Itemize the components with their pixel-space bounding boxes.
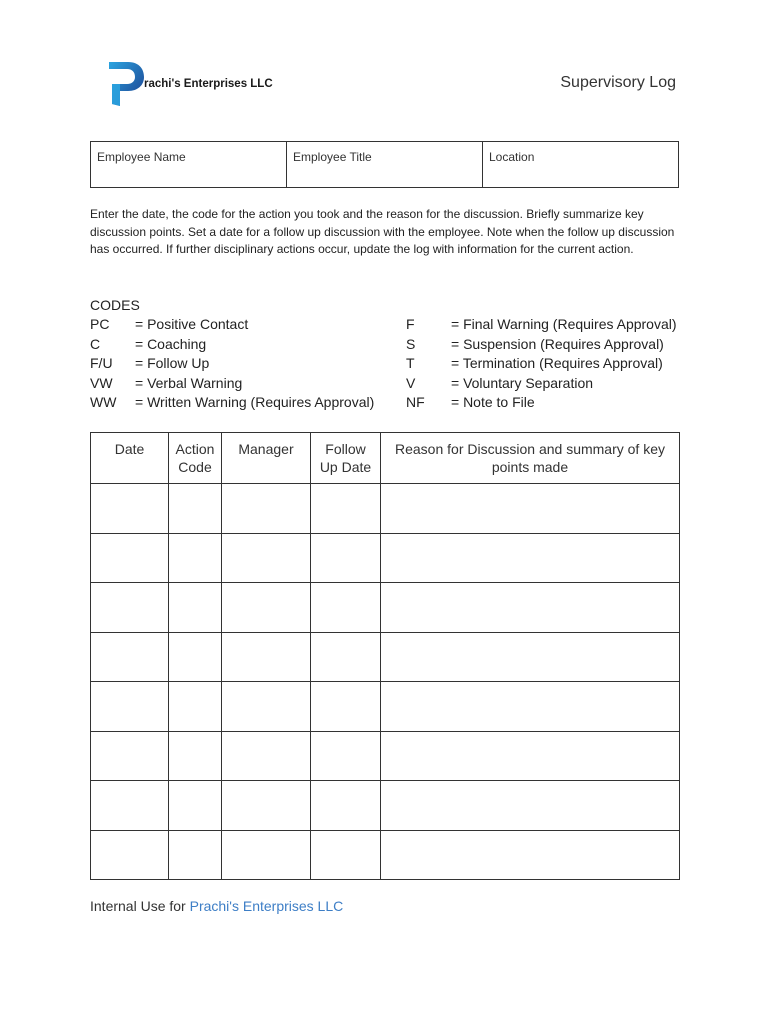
code-row <box>406 393 677 413</box>
code-row <box>90 374 374 394</box>
codes-list-right <box>406 315 677 413</box>
code-key: F <box>406 316 415 332</box>
action-code-cell[interactable] <box>169 533 222 583</box>
code-key: WW <box>90 394 117 411</box>
manager-cell[interactable] <box>222 682 311 732</box>
code-row <box>90 315 374 335</box>
code-desc: = Follow Up <box>135 355 210 372</box>
code-desc: = Final Warning (Requires Approval) <box>451 316 677 332</box>
column-header-date: Date <box>91 433 169 484</box>
action-code-cell[interactable] <box>169 682 222 732</box>
code-row <box>90 354 374 374</box>
reason-cell[interactable] <box>381 781 680 831</box>
code-desc: = Voluntary Separation <box>451 374 594 391</box>
code-key: T <box>406 355 415 372</box>
company-logo <box>106 60 273 108</box>
date-cell[interactable] <box>91 830 169 880</box>
code-key: F/U <box>90 355 113 372</box>
follow-up-date-cell[interactable] <box>311 632 381 682</box>
manager-cell[interactable] <box>222 583 311 633</box>
employee-info-table <box>90 141 679 188</box>
date-cell[interactable] <box>91 533 169 583</box>
code-key: S <box>406 335 416 352</box>
code-desc: = Termination (Requires Approval) <box>451 355 663 372</box>
table-row <box>91 830 680 880</box>
column-header-manager: Manager <box>222 433 311 484</box>
code-desc: = Written Warning (Requires Approval) <box>135 394 375 411</box>
action-code-cell[interactable] <box>169 781 222 831</box>
column-header-action-code: Action Code <box>169 433 222 484</box>
reason-cell[interactable] <box>381 731 680 781</box>
code-row <box>90 393 374 413</box>
table-row <box>91 781 680 831</box>
employee-name-field: Employee Name <box>91 142 287 188</box>
follow-up-date-cell[interactable] <box>311 484 381 534</box>
reason-cell[interactable] <box>381 583 680 633</box>
footer <box>90 898 343 914</box>
action-code-cell[interactable] <box>169 632 222 682</box>
code-key: NF <box>406 394 425 411</box>
manager-cell[interactable] <box>222 781 311 831</box>
follow-up-date-cell[interactable] <box>311 781 381 831</box>
reason-cell[interactable] <box>381 682 680 732</box>
manager-cell[interactable] <box>222 731 311 781</box>
manager-cell[interactable] <box>222 484 311 534</box>
action-code-cell[interactable] <box>169 731 222 781</box>
code-desc: = Positive Contact <box>135 316 249 332</box>
table-row <box>91 682 680 732</box>
reason-cell[interactable] <box>381 830 680 880</box>
code-desc: = Verbal Warning <box>135 374 243 391</box>
company-link[interactable]: Prachi's Enterprises LLC <box>189 898 344 914</box>
date-cell[interactable] <box>91 731 169 781</box>
instructions-text: Enter the date, the code for the action you took and the reason for the discussion. Briefly summarize key discussion points. Set a date for a follow up discussion with the employee. Note when the follow up discussion has occurred. If further disciplinary actions occur, update the log with information for the current action. <box>90 207 675 256</box>
code-desc: = Coaching <box>135 335 207 352</box>
code-row <box>406 374 677 394</box>
date-cell[interactable] <box>91 632 169 682</box>
follow-up-date-cell[interactable] <box>311 533 381 583</box>
column-header-follow-up-date: Follow Up Date <box>311 433 381 484</box>
location-field: Location <box>483 142 679 188</box>
table-row <box>91 533 680 583</box>
reason-cell[interactable] <box>381 533 680 583</box>
follow-up-date-cell[interactable] <box>311 731 381 781</box>
code-row <box>90 335 374 355</box>
document-title: Supervisory Log <box>560 74 676 91</box>
follow-up-date-cell[interactable] <box>311 682 381 732</box>
reason-cell[interactable] <box>381 632 680 682</box>
log-header-row <box>91 433 680 484</box>
action-code-cell[interactable] <box>169 583 222 633</box>
manager-cell[interactable] <box>222 632 311 682</box>
employee-title-field: Employee Title <box>287 142 483 188</box>
footer-prefix: Internal Use for <box>90 898 190 914</box>
codes-list-left <box>90 315 374 413</box>
follow-up-date-cell[interactable] <box>311 830 381 880</box>
date-cell[interactable] <box>91 484 169 534</box>
code-row <box>406 315 677 335</box>
table-row <box>91 484 680 534</box>
follow-up-date-cell[interactable] <box>311 583 381 633</box>
codes-heading: CODES <box>90 297 140 313</box>
code-row <box>406 354 677 374</box>
code-key: VW <box>90 374 113 391</box>
manager-cell[interactable] <box>222 830 311 880</box>
date-cell[interactable] <box>91 583 169 633</box>
action-code-cell[interactable] <box>169 830 222 880</box>
code-desc: = Note to File <box>451 394 535 411</box>
code-key: V <box>406 374 416 391</box>
date-cell[interactable] <box>91 781 169 831</box>
column-header-reason: Reason for Discussion and summary of key points made <box>381 433 680 484</box>
reason-cell[interactable] <box>381 484 680 534</box>
code-row <box>406 335 677 355</box>
table-row <box>91 583 680 633</box>
log-table-body <box>91 484 680 880</box>
manager-cell[interactable] <box>222 533 311 583</box>
date-cell[interactable] <box>91 682 169 732</box>
supervisory-log-table <box>90 432 680 880</box>
company-name: rachi's Enterprises LLC <box>144 78 273 90</box>
table-row <box>91 632 680 682</box>
table-row <box>91 731 680 781</box>
action-code-cell[interactable] <box>169 484 222 534</box>
code-desc: = Suspension (Requires Approval) <box>451 335 664 352</box>
code-key: PC <box>90 316 110 332</box>
logo-p-icon <box>106 60 146 108</box>
code-key: C <box>90 335 101 352</box>
